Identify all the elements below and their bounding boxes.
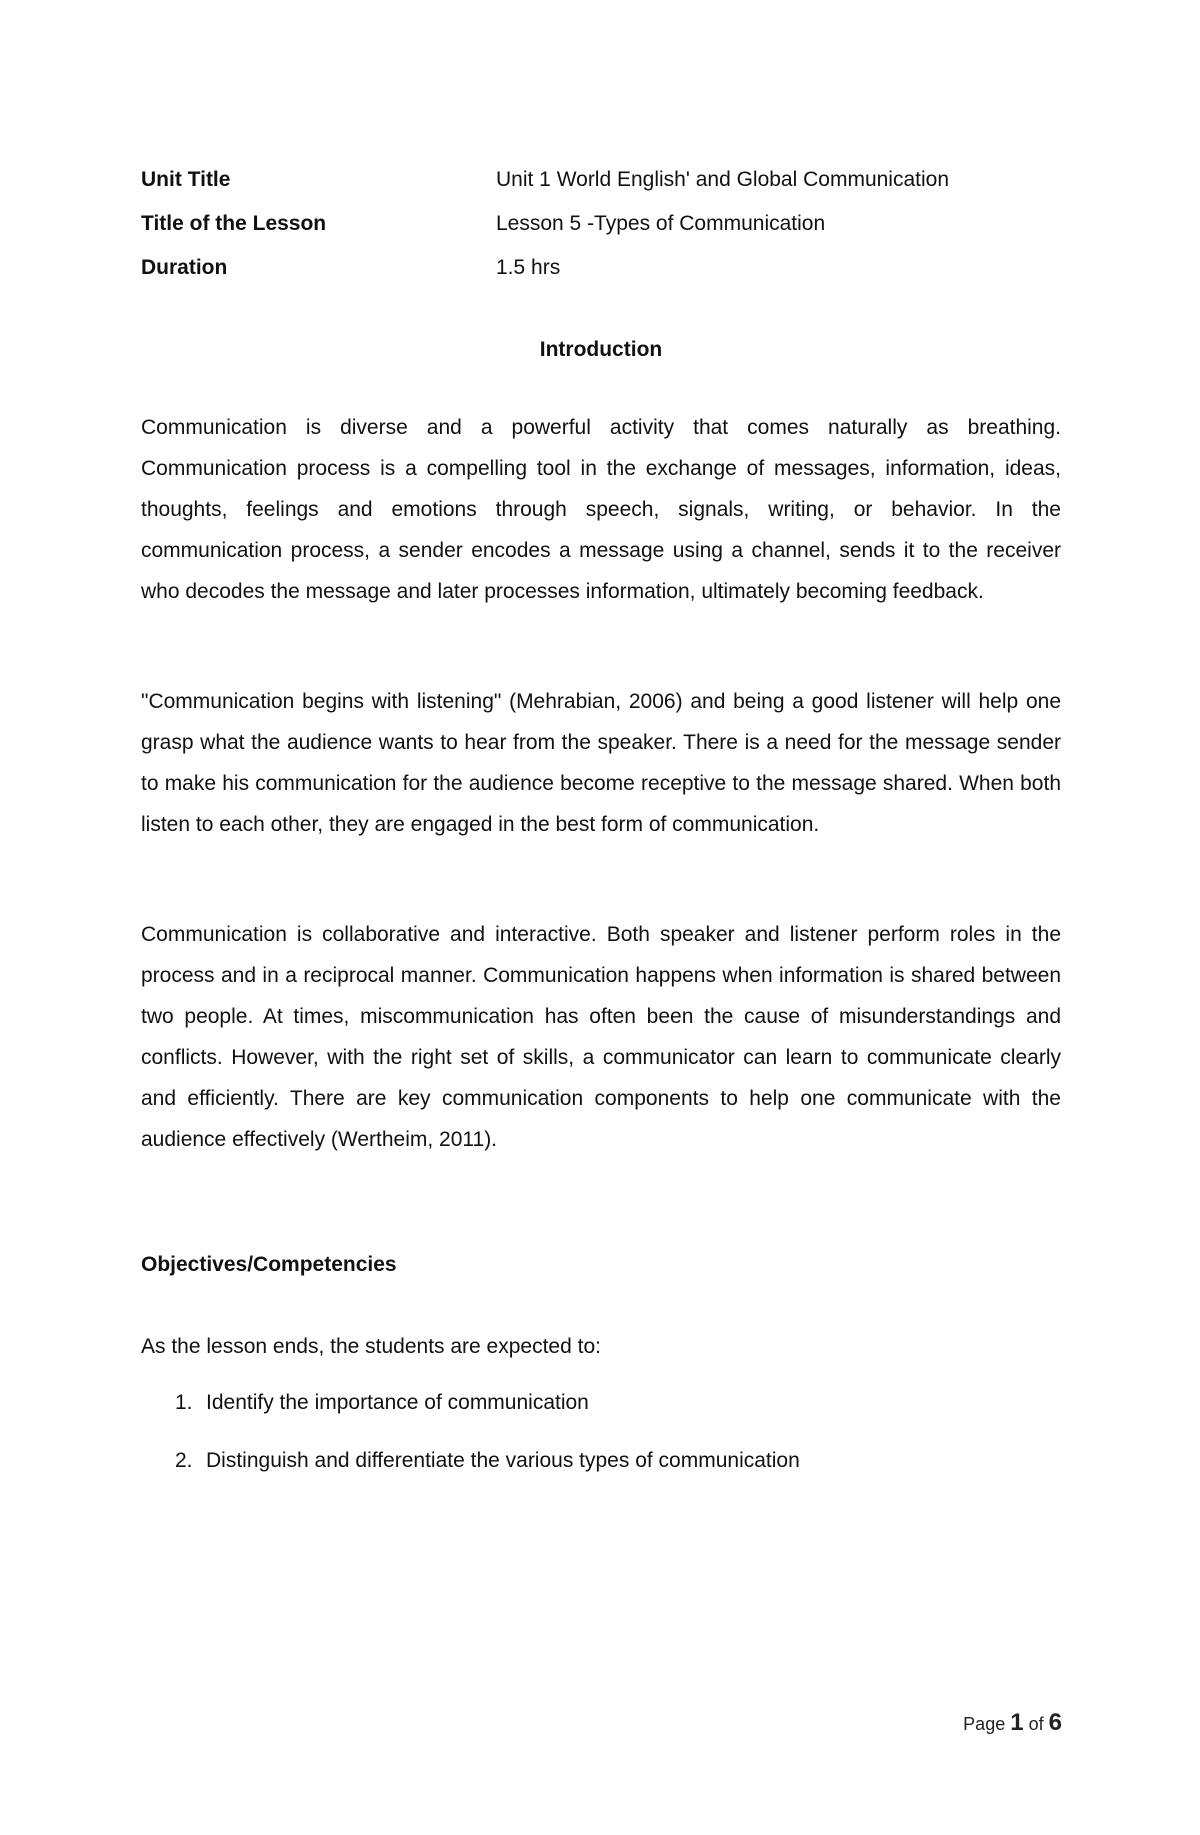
objective-item-2 (141, 1446, 1061, 1476)
objectives-heading: Objectives/Competencies (141, 1253, 397, 1276)
introduction-paragraph-3: Communication is collaborative and interactive. Both speaker and listener perform roles in the process and in a reciprocal manner. Communication happens when information is shared between two people. At times, miscommunication has often been the cause of misunderstandings and conflicts. However, with the right set of skills, a communicator can learn to communicate clearly and efficiently. There are key communication components to help one communicate with the audience effectively (Wertheim, 2011). (141, 923, 1061, 1151)
introduction-paragraph-1: Communication is diverse and a powerful activity that comes naturally as breathing. Communication process is a compelling tool in the exchange of messages, information, ideas, thoughts, feelings and emotions through speech, signals, writing, or behavior. In the communication process, a sender encodes a message using a channel, sends it to the receiver who decodes the message and later processes information, ultimately becoming feedback. (141, 416, 1061, 603)
objectives-lead: As the lesson ends, the students are expected to: (141, 1335, 601, 1358)
objective-number-2: 2. (175, 1449, 193, 1472)
page-number-footer (950, 1711, 1062, 1736)
document-content (141, 165, 1061, 1504)
lesson-meta-table (141, 165, 1061, 283)
introduction-heading: Introduction (539, 338, 663, 361)
introduction-paragraph-2: "Communication begins with listening" (Mehrabian, 2006) and being a good listener will help one grasp what the audience wants to hear from the speaker. There is a need for the message sender to make his communication for the audience become receptive to the message shared. When both listen to each other, they are engaged in the best form of communication. (141, 690, 1061, 836)
unit-title-label: Unit Title (141, 168, 231, 191)
objective-item-1 (141, 1388, 1061, 1418)
total-pages-number: 6 (1048, 1709, 1062, 1736)
lesson-title-value: Lesson 5 -Types of Communication (496, 212, 826, 235)
objectives-list (141, 1388, 1061, 1476)
duration-value: 1.5 hrs (496, 256, 561, 279)
lesson-title-label: Title of the Lesson (141, 212, 327, 235)
objective-number-1: 1. (175, 1391, 193, 1414)
page-word: Page (963, 1714, 1006, 1734)
objective-text-2: Distinguish and differentiate the various types of communication (206, 1449, 800, 1472)
of-word: of (1028, 1714, 1044, 1734)
objective-text-1: Identify the importance of communication (206, 1391, 589, 1414)
unit-title-value: Unit 1 World English' and Global Communication (496, 168, 950, 191)
duration-label: Duration (141, 256, 228, 279)
current-page-number: 1 (1010, 1709, 1024, 1736)
